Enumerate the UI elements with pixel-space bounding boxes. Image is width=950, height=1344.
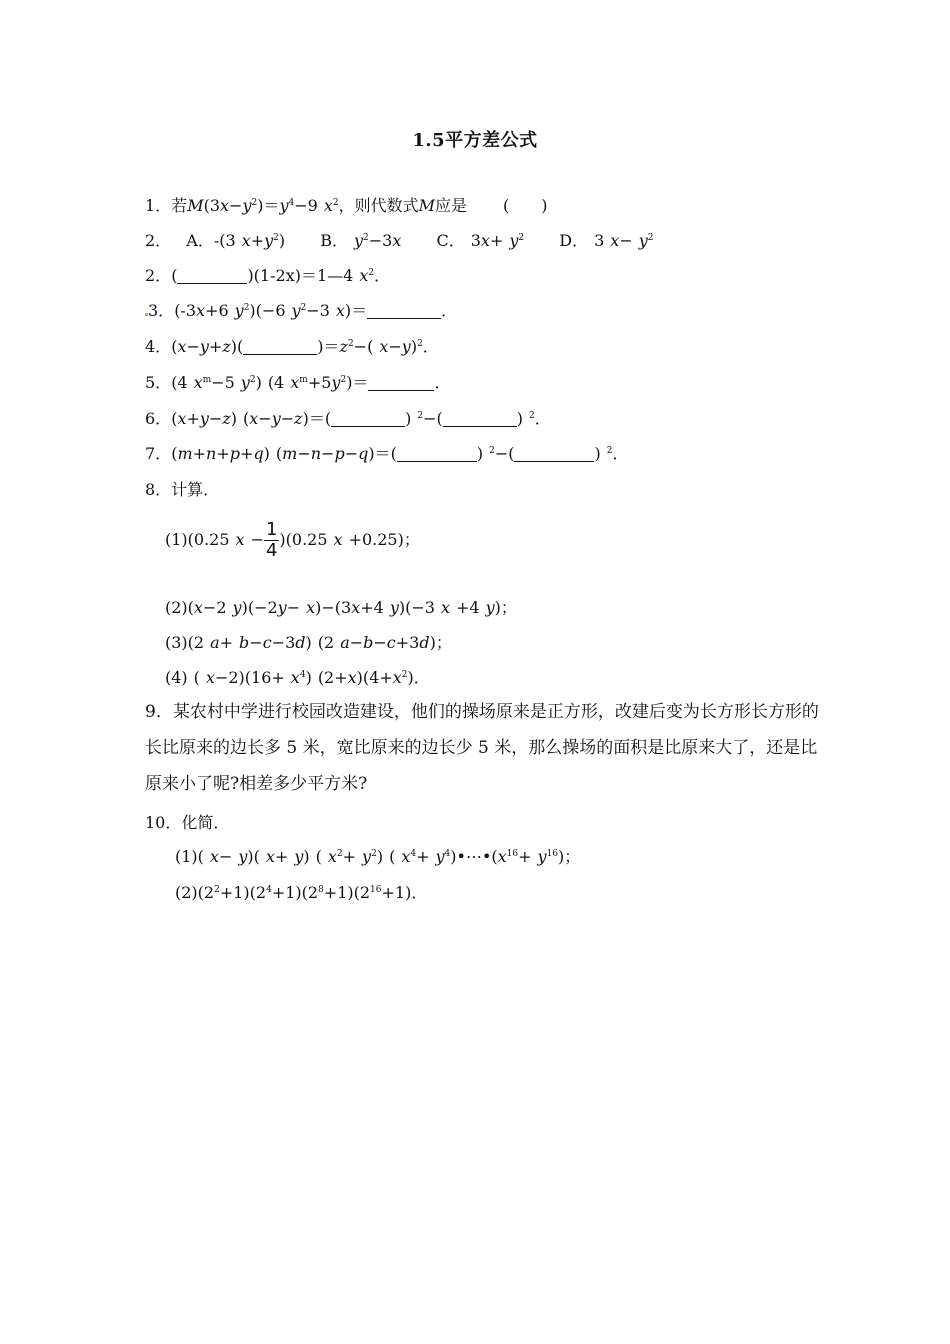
answer-blank[interactable] (443, 408, 517, 427)
option-d-label: D． (559, 231, 589, 250)
question-5-number: 5． (145, 373, 172, 392)
option-a-label: A． (186, 231, 214, 250)
question-4-number: 4． (145, 337, 172, 356)
option-b-label: B． (320, 231, 348, 250)
question-6: 6．(x+y−z) (x−y−z)＝( ) $^2$−( ) $^2$． (145, 409, 551, 428)
question-5: 5．(4 $x^m-5$ $y^2$) (4 $x^m+5y^2)=$ ． (145, 373, 451, 392)
question-1-prefix: 1．若 (145, 196, 188, 215)
question-10-part-1: (1)( x− y)( x+ y) ( $x^2+ y^2$) ( $x^4+$ $y^4)•\cdots•(x^{16}+ y^{16})$； (175, 847, 581, 866)
question-8-part-1: (1)(0.25 x − $\frac{1}{4}$ )(0.25 x +0.25)； (165, 519, 420, 561)
answer-blank[interactable] (331, 408, 405, 427)
question-6-number: 6． (145, 409, 172, 428)
question-10-label: 10．化简． (145, 813, 230, 832)
question-7: 7．(m+n+p+q) (m−n−p−q)＝( ) $^2$−( ) $^2$． (145, 444, 629, 463)
question-2b-number: 2． (145, 266, 172, 285)
question-2-choices: 2． A．-(3 $x+y^2$) B． $y^2-3x$ C． $3x+ y^2$ D． 3 $x- y^2$ (145, 231, 654, 250)
option-c-label: C． (436, 231, 465, 250)
question-8-label: 8．计算． (145, 480, 220, 499)
question-1: 1．若$M(3x-y^2)=y^4-9$ $x^2$，则代数式M应是 ( ) (145, 196, 548, 215)
question-7-number: 7． (145, 444, 172, 463)
question-8-part-3: (3)(2 a+ b−c−3d) (2 a−b−c+3d)； (165, 633, 452, 652)
answer-blank[interactable] (177, 265, 247, 284)
question-9: 9．某农村中学进行校园改造建设，他们的操场原来是正方形，改建后变为长方形长方形的长比原来的边长多 5 米，宽比原来的边长少 5 米，那么操场的面积是比原来大了，还是比原来小了呢?相差多少平方米? (145, 702, 819, 794)
answer-blank[interactable] (397, 443, 477, 462)
page-title: 1.5平方差公式 (412, 130, 538, 151)
answer-blank[interactable] (368, 372, 434, 391)
question-3-number: 3． (148, 301, 175, 320)
question-10-part-2: $(2)(2^2+1)(2^4+1)(2^8+1)(2^{16}+1)$． (175, 883, 428, 902)
question-2b-rhs: 1—4 (316, 266, 354, 285)
question-8-part-4: (4) ( $x-2)(16+ x^4)$ $(2+x)(4+x^2)$． (165, 668, 430, 687)
answer-blank[interactable] (367, 300, 441, 319)
answer-blank[interactable] (243, 336, 317, 355)
question-4: 4．(x−y+z)( )$=z^2-$( x−y)$^2$． (145, 337, 439, 356)
question-8-part-2: (2)(x−2 y)(−2y− x)−(3x+4 y)(−3 x +4 y)； (165, 598, 517, 617)
fraction-one-quarter: $\frac{1}{4}$ (265, 519, 278, 561)
question-1-tail: ，则代数式 (338, 196, 419, 215)
question-3: 3．(-3x+6 $y^2)(-6$ $y^2-3$ x)＝ ． (145, 299, 457, 323)
question-2-blank: 2．( )(1-2x)＝1—4 $x^2$． (145, 266, 391, 285)
choice-paren: ( ) (503, 196, 548, 215)
answer-blank[interactable] (514, 443, 594, 462)
question-2-number: 2． (145, 231, 172, 250)
